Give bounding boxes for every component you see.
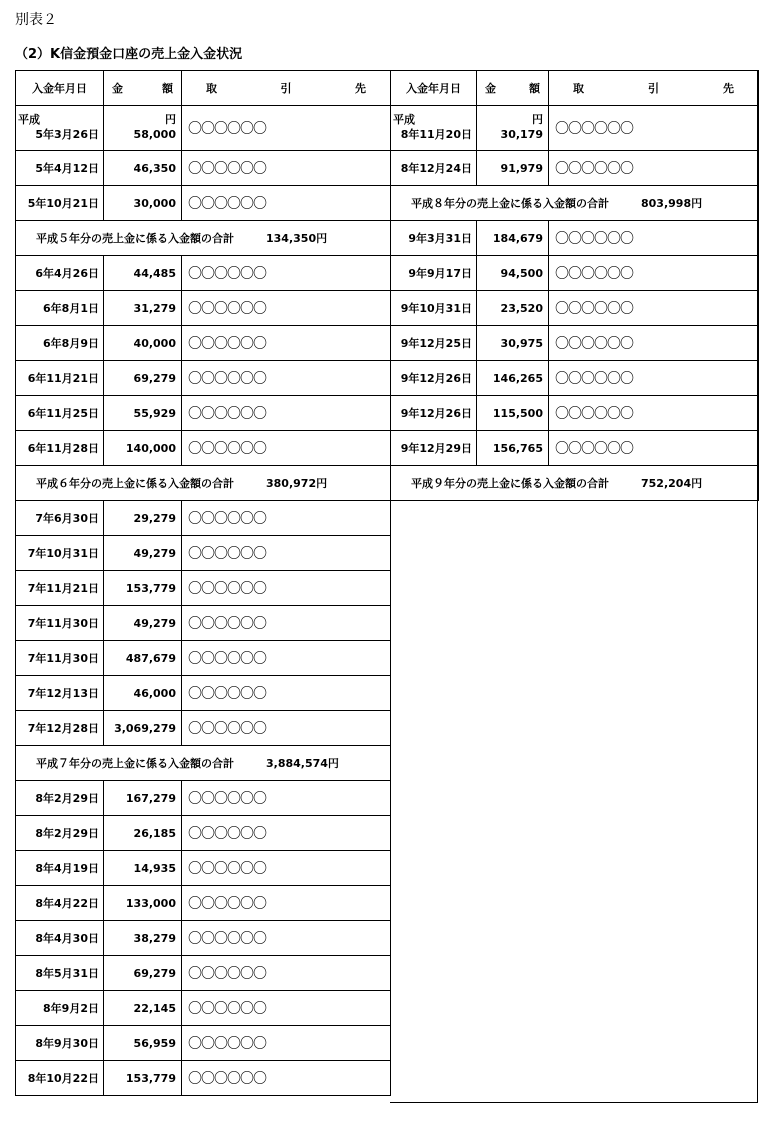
party-cell: 〇〇〇〇〇〇	[549, 326, 759, 361]
amount-cell: 30,000	[104, 186, 182, 221]
table-row	[16, 816, 391, 851]
amount-cell: 55,929	[104, 396, 182, 431]
date-cell: 8年5月31日	[16, 956, 104, 991]
date-cell: 8年10月22日	[16, 1061, 104, 1096]
table-row	[391, 396, 759, 431]
party-cell: 〇〇〇〇〇〇	[182, 816, 391, 851]
amount-cell: 146,265	[477, 361, 549, 396]
header-date: 入金年月日	[391, 71, 477, 106]
amount-cell: 14,935	[104, 851, 182, 886]
amount-cell: 29,279	[104, 501, 182, 536]
date-cell: 8年4月22日	[16, 886, 104, 921]
date-cell: 8年4月30日	[16, 921, 104, 956]
party-cell: 〇〇〇〇〇〇	[182, 956, 391, 991]
date-cell: 8年4月19日	[16, 851, 104, 886]
date-cell: 9年3月31日	[391, 221, 477, 256]
subtotal-value: 803,998円	[641, 197, 703, 210]
party-cell: 〇〇〇〇〇〇	[549, 431, 759, 466]
party-cell: 〇〇〇〇〇〇	[182, 396, 391, 431]
left-deposit-table	[15, 70, 391, 1096]
date-cell: 9年12月25日	[391, 326, 477, 361]
table-row	[16, 291, 391, 326]
date-cell: 7年10月31日	[16, 536, 104, 571]
party-cell: 〇〇〇〇〇〇	[182, 501, 391, 536]
page-title: 別表２	[15, 12, 57, 28]
party-cell: 〇〇〇〇〇〇	[182, 711, 391, 746]
amount-cell: 46,350	[104, 151, 182, 186]
amount-cell: 3,069,279	[104, 711, 182, 746]
table-row	[16, 956, 391, 991]
date-cell: 8年9月2日	[16, 991, 104, 1026]
date-cell: 6年4月26日	[16, 256, 104, 291]
party-cell: 〇〇〇〇〇〇	[549, 291, 759, 326]
amount-cell: 49,279	[104, 606, 182, 641]
party-cell: 〇〇〇〇〇〇	[182, 641, 391, 676]
subtotal-value: 3,884,574円	[266, 757, 339, 770]
subtotal-row	[16, 746, 391, 781]
subtotal-row	[16, 221, 391, 256]
party-cell: 〇〇〇〇〇〇	[182, 431, 391, 466]
date-cell: 5年4月12日	[16, 151, 104, 186]
amount-cell: 56,959	[104, 1026, 182, 1061]
party-cell: 〇〇〇〇〇〇	[182, 886, 391, 921]
table-row	[16, 886, 391, 921]
subtotal-label: 平成７年分の売上金に係る入金額の合計	[36, 757, 234, 770]
table-header-row	[16, 71, 391, 106]
date-cell: 9年12月26日	[391, 396, 477, 431]
header-party: 取 引 先	[549, 71, 759, 106]
amount-cell: 円 30,179	[477, 106, 549, 151]
subtotal-cell	[391, 186, 759, 221]
amount-cell: 156,765	[477, 431, 549, 466]
party-cell: 〇〇〇〇〇〇	[182, 1061, 391, 1096]
date-cell: 7年11月30日	[16, 606, 104, 641]
party-cell: 〇〇〇〇〇〇	[549, 396, 759, 431]
party-cell: 〇〇〇〇〇〇	[549, 151, 759, 186]
subtotal-row	[16, 466, 391, 501]
amount-cell: 91,979	[477, 151, 549, 186]
subtotal-row	[391, 186, 759, 221]
date-cell: 7年6月30日	[16, 501, 104, 536]
amount-cell: 69,279	[104, 956, 182, 991]
party-cell: 〇〇〇〇〇〇	[182, 151, 391, 186]
amount-cell: 26,185	[104, 816, 182, 851]
table-row	[16, 851, 391, 886]
table-header-row	[391, 71, 759, 106]
amount-cell: 40,000	[104, 326, 182, 361]
table-row	[16, 186, 391, 221]
subtotal-value: 380,972円	[266, 477, 328, 490]
date-cell: 6年8月1日	[16, 291, 104, 326]
table-row	[16, 711, 391, 746]
table-row	[16, 991, 391, 1026]
subtotal-cell	[16, 746, 391, 781]
date-cell: 8年9月30日	[16, 1026, 104, 1061]
party-cell: 〇〇〇〇〇〇	[549, 361, 759, 396]
subtotal-cell	[16, 221, 391, 256]
amount-cell: 153,779	[104, 571, 182, 606]
date-cell: 平成 8年11月20日	[391, 106, 477, 151]
table-row	[16, 1026, 391, 1061]
amount-cell: 23,520	[477, 291, 549, 326]
table-row	[16, 1061, 391, 1096]
date-cell: 6年8月9日	[16, 326, 104, 361]
subtotal-value: 752,204円	[641, 477, 703, 490]
party-cell: 〇〇〇〇〇〇	[182, 186, 391, 221]
subtotal-value: 134,350円	[266, 232, 328, 245]
party-cell: 〇〇〇〇〇〇	[182, 781, 391, 816]
table-row	[16, 326, 391, 361]
subtotal-cell	[391, 466, 759, 501]
table-row	[391, 106, 759, 151]
party-cell: 〇〇〇〇〇〇	[182, 1026, 391, 1061]
subtotal-label: 平成９年分の売上金に係る入金額の合計	[411, 477, 609, 490]
subtotal-cell	[16, 466, 391, 501]
table-row	[16, 256, 391, 291]
table-row	[16, 641, 391, 676]
date-cell: 6年11月25日	[16, 396, 104, 431]
party-cell: 〇〇〇〇〇〇	[549, 256, 759, 291]
right-table-container	[390, 70, 758, 1103]
amount-cell: 49,279	[104, 536, 182, 571]
table-row	[16, 151, 391, 186]
party-cell: 〇〇〇〇〇〇	[182, 536, 391, 571]
party-cell: 〇〇〇〇〇〇	[182, 676, 391, 711]
date-cell: 6年11月21日	[16, 361, 104, 396]
table-row	[16, 106, 391, 151]
header-amount: 金 額	[104, 71, 182, 106]
subtotal-label: 平成８年分の売上金に係る入金額の合計	[411, 197, 609, 210]
amount-cell: 円 58,000	[104, 106, 182, 151]
table-row	[16, 361, 391, 396]
amount-cell: 46,000	[104, 676, 182, 711]
party-cell: 〇〇〇〇〇〇	[182, 361, 391, 396]
party-cell: 〇〇〇〇〇〇	[549, 106, 759, 151]
date-cell: 5年10月21日	[16, 186, 104, 221]
date-cell: 9年12月29日	[391, 431, 477, 466]
table-row	[16, 676, 391, 711]
party-cell: 〇〇〇〇〇〇	[182, 921, 391, 956]
right-deposit-table	[390, 70, 759, 501]
amount-cell: 38,279	[104, 921, 182, 956]
subtotal-row	[391, 466, 759, 501]
table-row	[391, 256, 759, 291]
table-row	[16, 501, 391, 536]
amount-cell: 153,779	[104, 1061, 182, 1096]
party-cell: 〇〇〇〇〇〇	[182, 291, 391, 326]
header-party: 取 引 先	[182, 71, 391, 106]
table-row	[391, 431, 759, 466]
party-cell: 〇〇〇〇〇〇	[182, 991, 391, 1026]
table-row	[391, 221, 759, 256]
party-cell: 〇〇〇〇〇〇	[182, 851, 391, 886]
table-row	[16, 606, 391, 641]
table-row	[16, 781, 391, 816]
date-cell: 7年12月28日	[16, 711, 104, 746]
amount-cell: 69,279	[104, 361, 182, 396]
amount-cell: 167,279	[104, 781, 182, 816]
date-cell: 8年12月24日	[391, 151, 477, 186]
amount-cell: 184,679	[477, 221, 549, 256]
date-cell: 9年10月31日	[391, 291, 477, 326]
table-row	[16, 431, 391, 466]
table-row	[391, 291, 759, 326]
date-cell: 7年12月13日	[16, 676, 104, 711]
date-cell: 8年2月29日	[16, 781, 104, 816]
date-cell: 9年9月17日	[391, 256, 477, 291]
table-row	[391, 151, 759, 186]
header-date: 入金年月日	[16, 71, 104, 106]
amount-cell: 22,145	[104, 991, 182, 1026]
party-cell: 〇〇〇〇〇〇	[182, 106, 391, 151]
party-cell: 〇〇〇〇〇〇	[182, 606, 391, 641]
amount-cell: 133,000	[104, 886, 182, 921]
date-cell: 8年2月29日	[16, 816, 104, 851]
date-cell: 7年11月21日	[16, 571, 104, 606]
left-table-container	[15, 70, 390, 1096]
date-cell: 平成 5年3月26日	[16, 106, 104, 151]
amount-cell: 30,975	[477, 326, 549, 361]
amount-cell: 487,679	[104, 641, 182, 676]
table-row	[16, 396, 391, 431]
party-cell: 〇〇〇〇〇〇	[182, 326, 391, 361]
amount-cell: 140,000	[104, 431, 182, 466]
party-cell: 〇〇〇〇〇〇	[549, 221, 759, 256]
table-row	[391, 361, 759, 396]
date-cell: 7年11月30日	[16, 641, 104, 676]
table-row	[16, 536, 391, 571]
table-row	[16, 571, 391, 606]
header-amount: 金 額	[477, 71, 549, 106]
amount-cell: 44,485	[104, 256, 182, 291]
amount-cell: 94,500	[477, 256, 549, 291]
amount-cell: 31,279	[104, 291, 182, 326]
subtotal-label: 平成５年分の売上金に係る入金額の合計	[36, 232, 234, 245]
table-subtitle: （2）K信金預金口座の売上金入金状況	[15, 47, 243, 62]
table-row	[16, 921, 391, 956]
subtotal-label: 平成６年分の売上金に係る入金額の合計	[36, 477, 234, 490]
party-cell: 〇〇〇〇〇〇	[182, 571, 391, 606]
date-cell: 6年11月28日	[16, 431, 104, 466]
table-row	[391, 326, 759, 361]
amount-cell: 115,500	[477, 396, 549, 431]
date-cell: 9年12月26日	[391, 361, 477, 396]
party-cell: 〇〇〇〇〇〇	[182, 256, 391, 291]
